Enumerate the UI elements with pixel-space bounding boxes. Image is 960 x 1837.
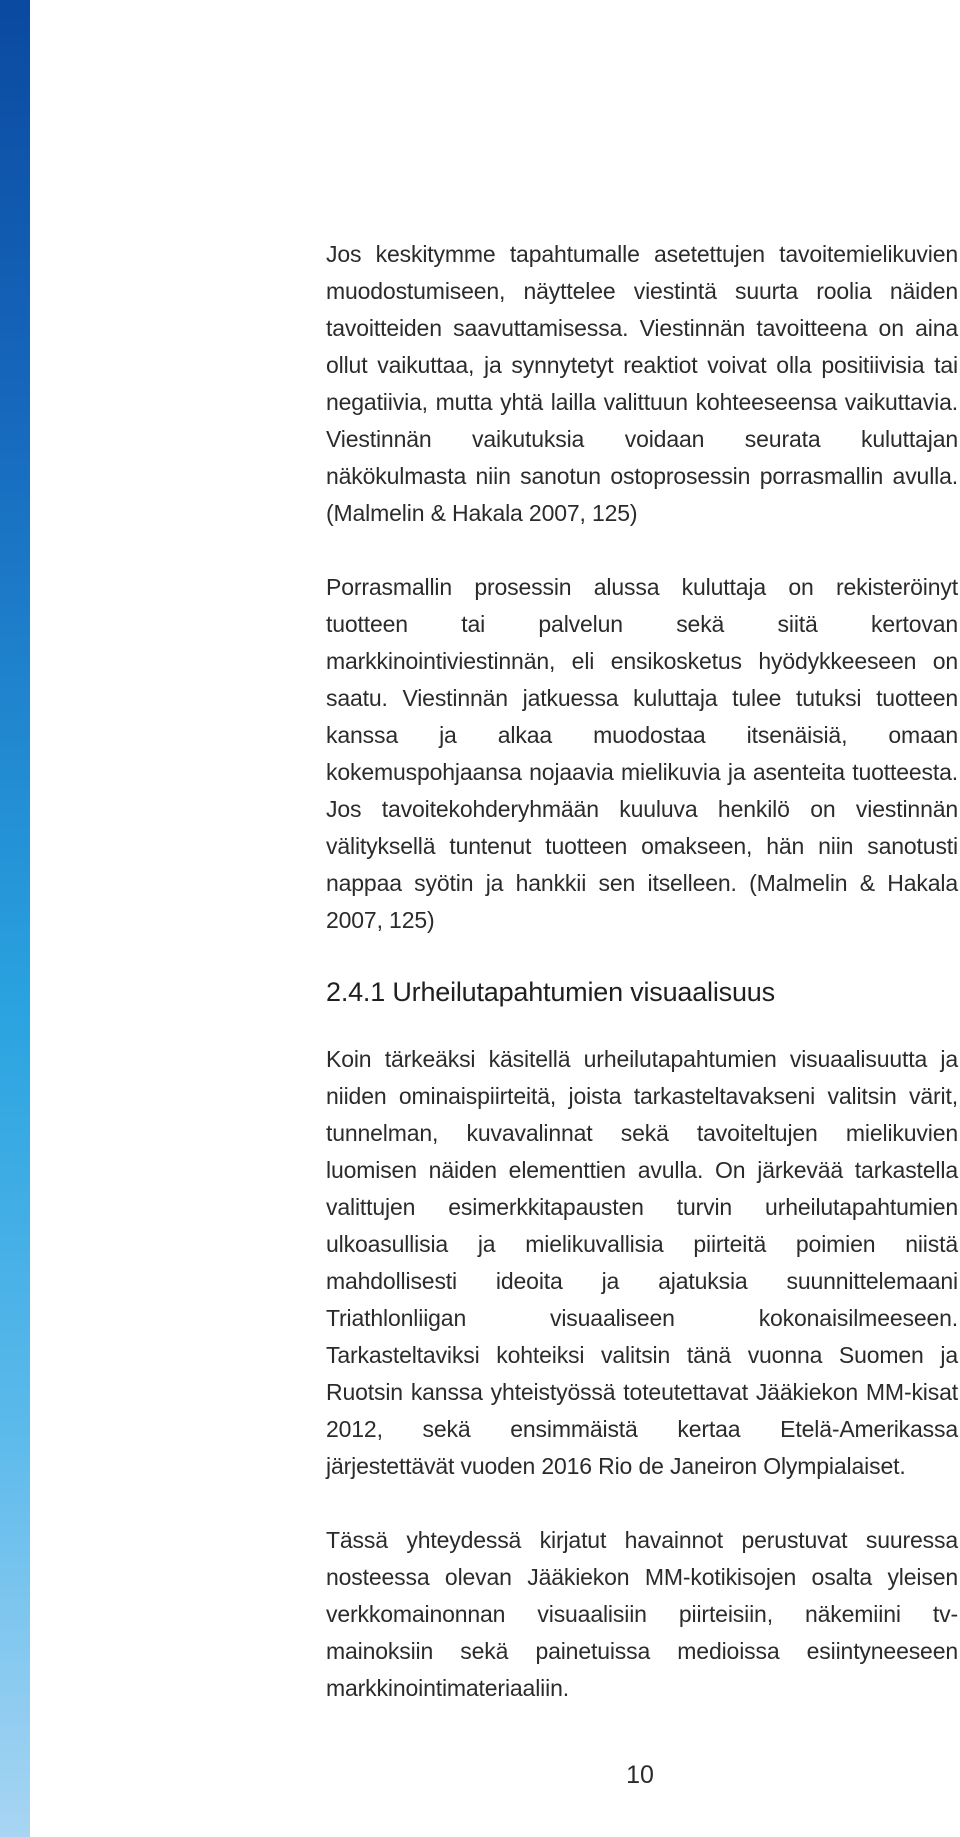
paragraph-porrasmalli: Porrasmallin prosessin alussa kuluttaja on rekisteröinyt tuotteen tai palvelun sekä siitä kertovan markkinointiviestinnän, eli ensikosketus hyödykkeeseen on saatu. Viestinnän jatkuessa kuluttaja tulee tutuksi tuotteen kanssa ja alkaa muodostaa itsenäisiä, omaan kokemuspohjaansa nojaavia mielikuvia ja asenteita tuotteesta. Jos tavoitekohderyhmään kuuluva henkilö on viestinnän välityksellä tuntenut tuotteen omakseen, hän niin sanotusti nappaa syötin ja hankkii sen itselleen. (Malmelin & Hakala 2007, 125): [326, 574, 958, 933]
paragraph-viestinta: Jos keskitymme tapahtumalle asetettujen tavoitemielikuvien muodostumiseen, näyttelee viestintä suurta roolia näiden tavoitteiden saavuttamisessa. Viestinnän tavoitteena on aina ollut vaikuttaa, ja synnytetyt reaktiot voivat olla positiivisia tai negatiivia, mutta yhtä lailla valittuun kohteeseensa vaikuttavia. Viestinnän vaikutuksia voidaan seurata kuluttajan näkökulmasta niin sanotun ostoprosessin porrasmallin avulla. (Malmelin & Hakala 2007, 125): [326, 241, 958, 526]
section-heading: 2.4.1 Urheilutapahtumien visuaalisuus: [326, 977, 775, 1007]
paragraph-visuaalisuus: Koin tärkeäksi käsitellä urheilutapahtumien visuaalisuutta ja niiden ominaispiirteitä, joista tarkasteltavakseni valitsin värit, tunnelman, kuvavalinnat sekä tavoiteltujen mielikuvien luomisen näiden elementtien avulla. On järkevää tarkastella valittujen esimerkkitapausten turvin urheilutapahtumien ulkoasullisia ja mielikuvallisia piirteitä poimien niistä mahdollisesti ideoita ja ajatuksia suunnittelemaani Triathlonliigan visuaaliseen kokonaisilmeeseen. Tarkasteltaviksi kohteiksi valitsin tänä vuonna Suomen ja Ruotsin kanssa yhteistyössä toteutettavat Jääkiekon MM-kisat 2012, sekä ensimmäistä kertaa Etelä-Amerikassa järjestettävät vuoden 2016 Rio de Janeiron Olympialaiset.: [326, 1046, 958, 1479]
document-body: [326, 236, 958, 1707]
paragraph-havainnot: Tässä yhteydessä kirjatut havainnot perustuvat suuressa nosteessa olevan Jääkiekon MM-kotikisojen osalta yleisen verkkomainonnan visuaalisiin piirteisiin, näkemiini tv-mainoksiin sekä painetuissa medioissa esiintyneeseen markkinointimateriaaliin.: [326, 1527, 958, 1701]
decorative-side-stripe: [0, 0, 30, 1837]
page-number: 10: [626, 1761, 654, 1789]
